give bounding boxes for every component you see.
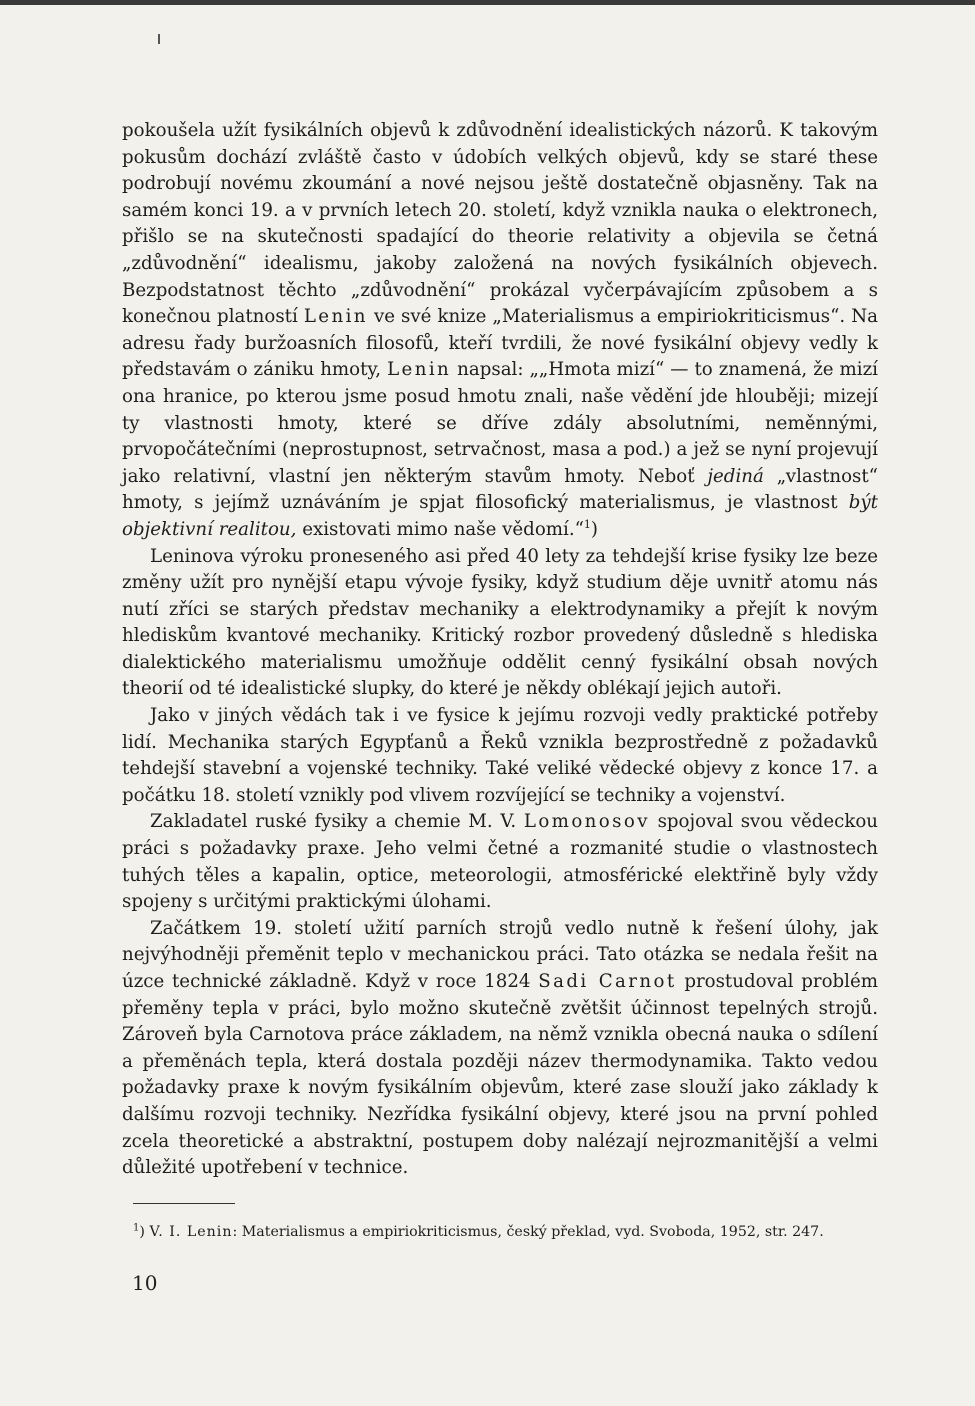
print-speck	[158, 34, 160, 44]
author-name-lenin-1: Lenin	[303, 306, 368, 328]
footnote-marker: 1	[133, 1222, 140, 1234]
paragraph-1	[122, 118, 878, 544]
paragraph-1-text-b: ve své knize „Materialismus a empiriokriticismus“. Na adresu řady buržoasních filosofů, kteří tvrdili, že nové fysikální objevy vedly k představám o zániku hmoty,	[122, 306, 878, 381]
scientist-name-lomonosov: Lomonosov	[523, 811, 650, 833]
footnote-divider	[133, 1203, 235, 1204]
main-text	[122, 118, 878, 1182]
paragraph-5	[122, 916, 878, 1182]
footnote-marker-paren: )	[139, 1224, 145, 1240]
emphasis-jedina: jediná	[707, 465, 764, 487]
paragraph-1-text-f: )	[590, 518, 599, 540]
paragraph-5-text-b: prostudoval problém přeměny tepla v práci, bylo možno skutečně zvětšit účinnost tepelných strojů. Zároveň byla Carnotova práce základem, na němž vznikla obecná nauka o sdílení a přeměnách tepla, která dostala později název thermodynamika. Takto vedou požadavky praxe k novým fysikálním objevům, které zase slouží jako základy k dalšímu rozvoji techniky. Nezřídka fysikální objevy, které jsou na první pohled zcela theoretické a abstraktní, postupem doby nalézají nejrozmanitější a velmi důležité upotřebení v technice.	[122, 971, 878, 1179]
footnote-author: V. I. Lenin	[149, 1224, 233, 1240]
paragraph-1-text-c: napsal: „„Hmota mizí“ — to znamená, že mizí ona hranice, po kterou jsme posud hmotu znali, naše vědění jde hlouběji; mizejí ty vlastnosti hmoty, které se dříve zdály absolutními, neměnnými, prvopočátečními (neprostupnost, setrvačnost, masa a pod.) a jež se nyní projevují jako relativní, vlastní jen některým stavům hmoty. Neboť	[122, 359, 879, 487]
paragraph-1-text-e: existovati mimo naše vědomí.“	[296, 518, 584, 540]
author-name-lenin-2: Lenin	[387, 359, 452, 381]
paragraph-2: Leninova výroku proneseného asi před 40 lety za tehdejší krise fysiky lze beze změny užít pro nynější etapu vývoje fysiky, když studium děje uvnitř atomu nás nutí zříci se starých představ mechaniky a elektrodynamiky a přejít k novým hlediskům kvantové mechaniky. Kritický rozbor provedený důsledně s hlediska dialektického materialismu umožňuje oddělit cenný fysikální obsah nových theorií od té idealistické slupky, do které je někdy oblékají jejich autoři.	[122, 545, 878, 700]
footnote	[133, 1222, 883, 1242]
paragraph-3: Jako v jiných vědách tak i ve fysice k jejímu rozvoji vedly praktické potřeby lidí. Mechanika starých Egypťanů a Řeků vznikla bezprostředně z požadavků tehdejší stavební a vojenské techniky. Také veliké vědecké objevy z konce 17. a počátku 18. století vznikly pod vlivem rozvíjející se techniky a vojenství.	[122, 705, 878, 806]
paragraph-4-text-a: Zakladatel ruské fysiky a chemie M. V.	[150, 811, 524, 833]
emphasis-objektivni-realita: být objektivní realitou,	[122, 492, 878, 540]
paragraph-1-text-a: pokoušela užít fysikálních objevů k zdůvodnění idealistických názorů. K takovým pokusům dochází zvláště často v údobích velkých objevů, kdy se staré these podrobují novému zkoumání a nové nejsou ještě dostatečně objasněny. Tak na samém konci 19. a v prvních letech 20. století, když vznikla nauka o elektronech, přišlo se na skutečnosti spadající do theorie relativity a objevila se četná „zdůvodnění“ idealismu, jakoby založená na nových fysikálních objevech. Bezpodstatnost těchto „zdůvodnění“ prokázal vyčerpávajícím způsobem a s konečnou platností	[122, 120, 878, 328]
paragraph-4-text-b: spojoval svou vědeckou práci s požadavky praxe. Jeho velmi četné a rozmanité studie o vlastnostech tuhých těles a kapalin, optice, meteorologii, atmosférické elektřině byly vždy spojeny s určitými praktickými úlohami.	[122, 811, 879, 913]
top-edge-rule	[0, 0, 975, 5]
page-number: 10	[132, 1271, 158, 1295]
paragraph-5-text-a: Začátkem 19. století užití parních strojů vedlo nutně k řešení úlohy, jak nejvýhodněji přeměnit teplo v mechanickou práci. Tato otázka se nedala řešit na úzce technické základně. Když v roce 1824	[122, 917, 878, 992]
footnote-reference: 1	[583, 517, 591, 531]
paragraph-1-text-d: „vlastnost“ hmoty, s jejímž uznáváním je spjat filosofický materialismus, je vlastnost	[122, 465, 878, 514]
paragraph-4	[122, 809, 878, 915]
scientist-name-carnot: Sadi Carnot	[538, 971, 677, 992]
footnote-text: : Materialismus a empiriokriticismus, český překlad, vyd. Svoboda, 1952, str. 247.	[232, 1224, 824, 1240]
